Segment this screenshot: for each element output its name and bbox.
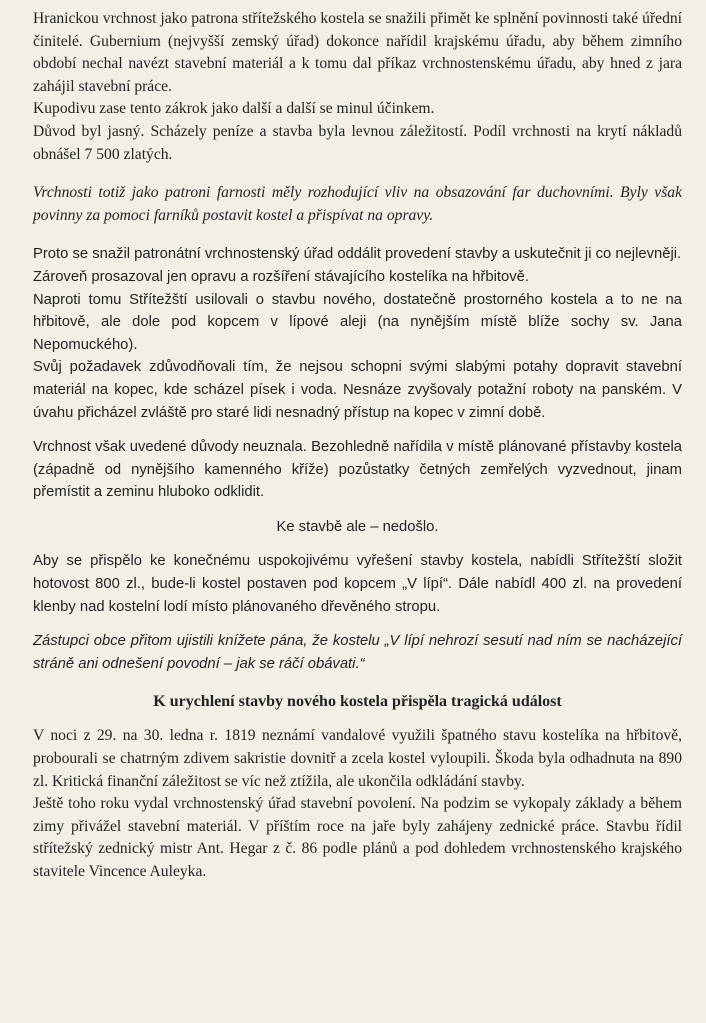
- italic-note: [33, 182, 682, 227]
- centered-line: Ke stavbě ale – nedošlo.: [276, 518, 439, 535]
- paragraph: Proto se snažil patronátní vrchnostenský úřad oddálit provedení stavby a uskutečnit ji co nejlevněji.: [33, 246, 682, 263]
- paragraph: V noci z 29. na 30. ledna r. 1819 neznámí vandalové využili špatného stavu kostelíka na hřbitově, probourali se chatrným zdivem sakristie dovnitř a zcela kostel vyloupili. Škoda byla odhadnuta na 890 zl. Kritická finanční záležitost se víc než ztížila, ale ukončila odkládání stavby.: [33, 727, 682, 790]
- paragraph: Zároveň prosazoval jen opravu a rozšíření stávajícího kostelíka na hřbitově.: [33, 268, 529, 285]
- paragraph: Kupodivu zase tento zákrok jako další a další se minul účinkem.: [33, 100, 435, 118]
- italic-quote: [33, 630, 682, 675]
- italic-paragraph: Vrchnosti totiž jako patroni farnosti měly rozhodující vliv na obsazování far duchovními. Byly však povinny za pomoci farníků postavit kostel a přispívat na opravy.: [33, 184, 682, 224]
- sans-section: [33, 243, 682, 618]
- paragraph: Vrchnost však uvedené důvody neuznala. Bezohledně nařídila v místě plánované přístavby kostela (západně od nynějšího kamenného kříže) pozůstatky četných zemřelých vyzvednout, jinam přemístit a zeminu hluboko odklidit.: [33, 439, 682, 501]
- paragraph: Aby se přispělo ke konečnému uspokojivému vyřešení stavby kostela, nabídli Střítežští složit hotovost 800 zl., bude-li kostel postaven pod kopcem „V lípí“. Dále nabídl 400 zl. na provedení klenby nad kostelní lodí místo plánovaného dřevěného stropu.: [33, 553, 682, 615]
- paragraph: Svůj požadavek zdůvodňovali tím, že nejsou schopni svými slabými potahy dopravit stavební materiál na kopec, kde scházel písek i voda. Nesnáze zvyšovaly potažní roboty na panském. V úvahu přicházel zvláště pro staré lidi nesnadný přístup na kopec v zimní době.: [33, 359, 682, 421]
- final-section: [33, 725, 682, 883]
- paragraph: Ještě toho roku vydal vrchnostenský úřad stavební povolení. Na podzim se vykopaly základy a během zimy přivážel stavební materiál. V příštím roce na jaře byly zahájeny zednické práce. Stavbu řídil střítežský zednický mistr Ant. Hegar z č. 86 podle plánů a pod dohledem vrchnostenského krajského stavitele Vincence Auleyka.: [33, 795, 682, 880]
- paragraph: Hranickou vrchnost jako patrona střítežského kostela se snažili přimět ke splnění povinnosti také úřední činitelé. Gubernium (nejvyšší zemský úřad) dokonce nařídil krajskému úřadu, aby během zimního období nechal navézt stavební materiál a k tomu dal příkaz vrchnostenskému úřadu, aby hned z jara zahájil stavební práce.: [33, 10, 682, 95]
- paragraph: Důvod byl jasný. Scházely peníze a stavba byla levnou záležitostí. Podíl vrchnosti na krytí nákladů obnášel 7 500 zlatých.: [33, 122, 682, 163]
- italic-paragraph: Zástupci obce přitom ujistili knížete pána, že kostelu „V lípí nehrozí sesutí nad ním se nacházející stráně ani odnešení povodní – jak se ráčí obávati.“: [33, 633, 682, 672]
- paragraph: Naproti tomu Střítežští usilovali o stavbu nového, dostatečně prostorného kostela a to ne na hřbitově, ale dole pod kopcem v lípové aleji (na nynějším místě blíže sochy sv. Jana Nepomuckého).: [33, 291, 682, 353]
- intro-section: [33, 8, 682, 166]
- section-heading: K urychlení stavby nového kostela přispěla tragická událost: [153, 693, 562, 711]
